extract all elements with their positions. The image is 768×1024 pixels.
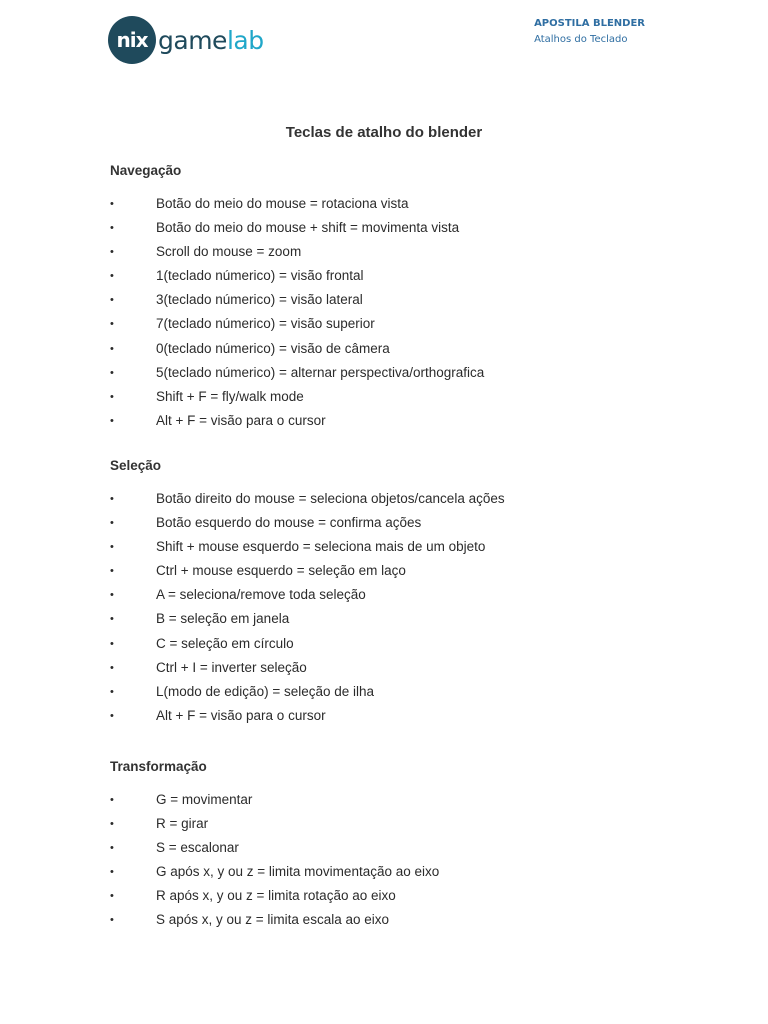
list-item-text: Botão do meio do mouse = rotaciona vista [156, 196, 409, 211]
logo-prefix: ni [116, 28, 136, 52]
bullet-icon: • [110, 866, 114, 879]
list-item-text: 0(teclado númerico) = visão de câmera [156, 340, 390, 356]
document-title: APOSTILA BLENDER [534, 18, 645, 29]
list-item-text: Ctrl + I = inverter seleção [156, 659, 307, 675]
list-item [110, 887, 670, 911]
list-item-text: Shift + mouse esquerdo = seleciona mais de um objeto [156, 539, 486, 555]
bullet-icon: • [110, 685, 114, 698]
section-heading: Transformação [110, 759, 207, 774]
bullet-icon: • [110, 222, 114, 235]
bullet-icon: • [110, 565, 114, 578]
page-header [108, 14, 645, 66]
list-item [110, 635, 670, 659]
list-item [110, 243, 670, 267]
list-item-text: 3(teclado númerico) = visão lateral [156, 292, 363, 308]
list-item [110, 562, 670, 586]
list-item [110, 707, 670, 731]
list-item [110, 538, 670, 562]
list-item [110, 683, 670, 707]
list-item [110, 267, 670, 291]
bullet-icon: • [110, 342, 114, 355]
list-item-text: G após x, y ou z = limita movimentação ao eixo [156, 864, 440, 880]
bullet-icon: • [110, 246, 114, 259]
list-item [110, 586, 670, 610]
logo-word-lab: lab [226, 25, 264, 55]
list-item [110, 340, 670, 364]
bullet-icon: • [110, 414, 114, 427]
list-item [110, 791, 670, 815]
list-item-text: C = seleção em círculo [156, 635, 294, 651]
list-item [110, 219, 670, 243]
list-item-text: Botão do meio do mouse + shift = movimenta vista [156, 220, 460, 236]
list-item-text: S após x, y ou z = limita escala ao eixo [156, 912, 389, 928]
section-navegacao [110, 162, 670, 436]
list-item [110, 911, 670, 935]
bullet-icon: • [110, 842, 114, 855]
list-item-text: A = seleciona/remove toda seleção [156, 587, 366, 603]
list-item [110, 839, 670, 863]
list-item [110, 659, 670, 683]
section-heading: Navegação [110, 163, 182, 178]
bullet-icon: • [110, 493, 114, 505]
list-item [110, 315, 670, 339]
list-item-text: 1(teclado númerico) = visão frontal [156, 268, 364, 284]
bullet-icon: • [110, 366, 114, 379]
logo-badge [108, 16, 156, 64]
bullet-icon: • [110, 541, 114, 554]
bullet-icon: • [110, 198, 114, 210]
list-item-text: 7(teclado númerico) = visão superior [156, 316, 375, 332]
bullet-icon: • [110, 818, 114, 831]
section-selecao [110, 457, 670, 731]
logo-x: x [135, 28, 148, 52]
shortcut-list [110, 490, 670, 731]
list-item-text: R = girar [156, 816, 209, 832]
bullet-icon: • [110, 914, 114, 927]
bullet-icon: • [110, 709, 114, 722]
bullet-icon: • [110, 613, 114, 626]
list-item-text: Shift + F = fly/walk mode [156, 388, 304, 404]
list-item-text: Ctrl + mouse esquerdo = seleção em laço [156, 563, 406, 579]
bullet-icon: • [110, 390, 114, 403]
list-item-text: Botão direito do mouse = seleciona objetos/cancela ações [156, 491, 505, 506]
list-item-text: Alt + F = visão para o cursor [156, 707, 326, 723]
section-transformacao [110, 758, 670, 936]
list-item [110, 490, 670, 514]
bullet-icon: • [110, 589, 114, 602]
shortcut-list [110, 195, 670, 436]
document-subtitle: Atalhos do Teclado [534, 34, 628, 45]
list-item-text: L(modo de edição) = seleção de ilha [156, 683, 375, 699]
list-item-text: S = escalonar [156, 840, 239, 856]
bullet-icon: • [110, 794, 114, 806]
list-item [110, 514, 670, 538]
section-heading: Seleção [110, 458, 162, 473]
bullet-icon: • [110, 294, 114, 307]
logo-word-game: game [158, 25, 227, 55]
bullet-icon: • [110, 890, 114, 903]
bullet-icon: • [110, 270, 114, 283]
logo-wordmark [158, 26, 264, 55]
list-item [110, 291, 670, 315]
list-item [110, 195, 670, 219]
list-item [110, 364, 670, 388]
list-item-text: Scroll do mouse = zoom [156, 244, 302, 260]
list-item-text: B = seleção em janela [156, 611, 290, 627]
list-item [110, 610, 670, 634]
bullet-icon: • [110, 517, 114, 530]
nixgamelab-logo [108, 16, 264, 64]
list-item-text: R após x, y ou z = limita rotação ao eixo [156, 888, 396, 904]
list-item-text: 5(teclado númerico) = alternar perspectiva/orthografica [156, 364, 485, 380]
list-item [110, 863, 670, 887]
list-item [110, 815, 670, 839]
page-title: Teclas de atalho do blender [285, 124, 483, 141]
document-label [534, 16, 645, 48]
list-item-text: Alt + F = visão para o cursor [156, 412, 326, 428]
bullet-icon: • [110, 661, 114, 674]
shortcut-list [110, 791, 670, 936]
bullet-icon: • [110, 637, 114, 650]
list-item [110, 388, 670, 412]
list-item-text: G = movimentar [156, 792, 253, 807]
list-item [110, 412, 670, 436]
bullet-icon: • [110, 318, 114, 331]
list-item-text: Botão esquerdo do mouse = confirma ações [156, 515, 422, 531]
